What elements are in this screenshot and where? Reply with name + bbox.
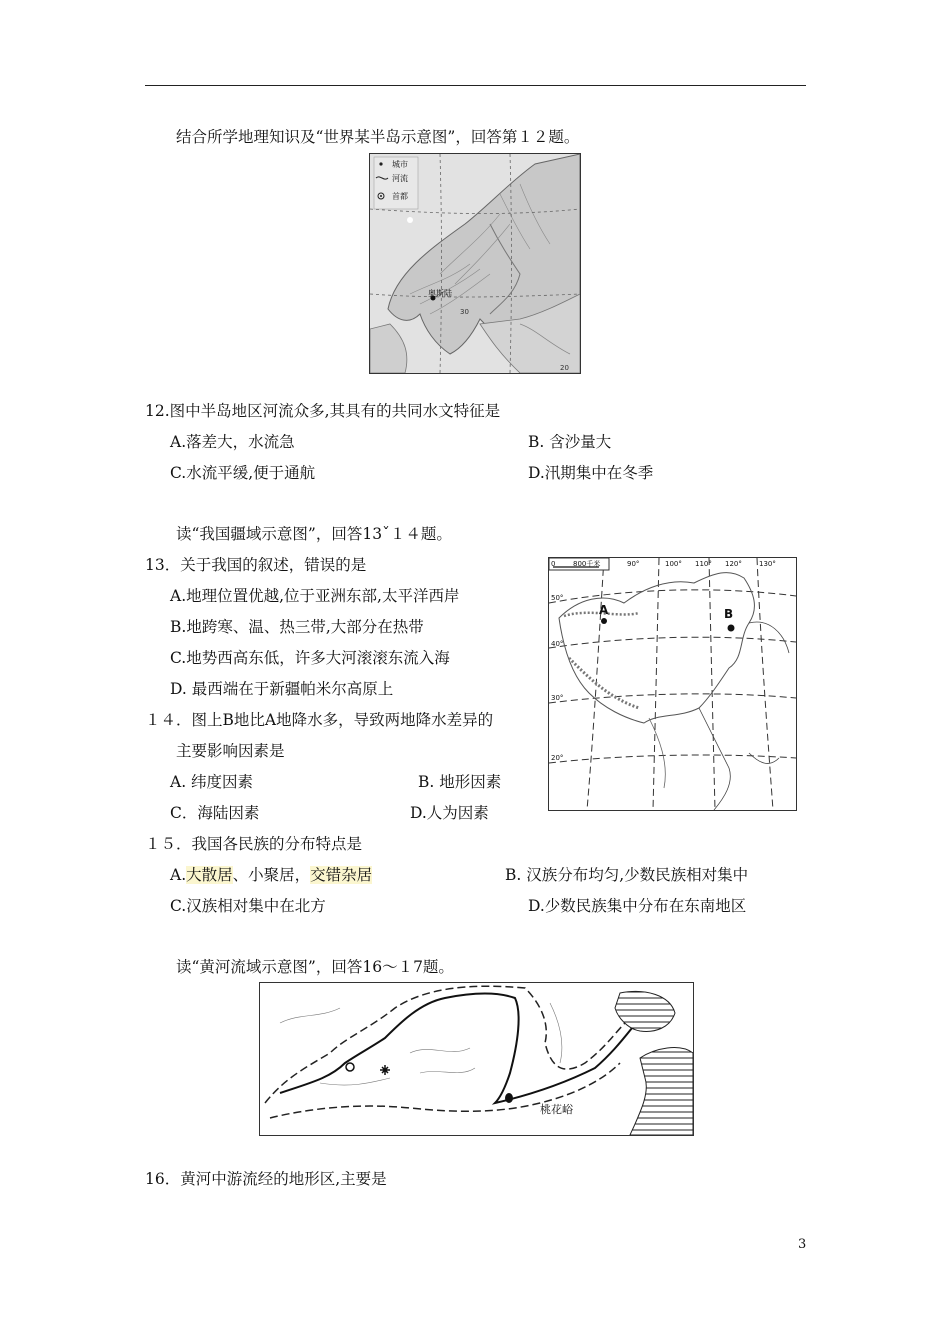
china-map-graphic — [549, 558, 796, 810]
legend-city-label: 城市 — [392, 160, 408, 169]
contour-label-30: 30 — [460, 308, 469, 316]
yellow-river-basin-map — [259, 982, 694, 1136]
china-territory-map — [548, 557, 797, 811]
header-rule — [145, 85, 806, 86]
city-marker-3 — [505, 1093, 513, 1103]
q15-option-b[interactable]: B. 汉族分布均匀,少数民族相对集中 — [505, 866, 749, 884]
lat-label-20: 20° — [551, 754, 564, 762]
oslo-label: 奥斯陆 — [428, 289, 452, 298]
q12-option-a[interactable]: A.落差大，水流急 — [170, 433, 295, 451]
lon-label-100: 100° — [665, 560, 682, 568]
point-b-label: B — [724, 607, 734, 621]
lon-label-90: 90° — [627, 560, 640, 568]
q12-option-c[interactable]: C.水流平缓,便于通航 — [170, 464, 316, 482]
q15-option-d[interactable]: D.少数民族集中分布在东南地区 — [528, 897, 747, 915]
q15-a-highlight-1: 大散居 — [186, 866, 233, 884]
contour-label-20: 20 — [560, 364, 569, 372]
q15-stem: １５．我国各民族的分布特点是 — [145, 835, 363, 853]
q14-option-b[interactable]: B. 地形因素 — [418, 773, 502, 791]
q15-option-a[interactable] — [170, 865, 372, 885]
intro-q16-17: 读“黄河流域示意图”，回答16～１7题。 — [176, 958, 454, 976]
lat-label-30: 30° — [551, 694, 564, 702]
q14-stem-line2: 主要影响因素是 — [176, 742, 285, 760]
q16-stem: 16．黄河中游流经的地形区,主要是 — [145, 1170, 387, 1188]
point-a-label: A — [599, 603, 609, 617]
q14-stem-line1: １４．图上B地比A地降水多，导致两地降水差异的 — [145, 711, 494, 729]
page-number: 3 — [798, 1237, 807, 1252]
scale-zero: 0 — [551, 560, 556, 568]
lon-label-130: 130° — [759, 560, 776, 568]
yellow-river-map-graphic — [260, 983, 693, 1135]
q13-option-d[interactable]: D. 最西端在于新疆帕米尔高原上 — [170, 680, 394, 698]
peninsula-map-graphic — [370, 154, 580, 373]
q12-option-d[interactable]: D.汛期集中在冬季 — [528, 464, 654, 482]
lon-label-110: 110° — [695, 560, 712, 568]
point-a-marker — [601, 618, 607, 624]
q15-a-highlight-2: 交错杂居 — [310, 866, 373, 884]
taohuayu-label: 桃花峪 — [540, 1103, 573, 1116]
lon-label-120: 120° — [725, 560, 742, 568]
peninsula-map — [369, 153, 581, 374]
q13-stem: 13．关于我国的叙述，错误的是 — [145, 556, 367, 574]
intro-q12: 结合所学地理知识及“世界某半岛示意图”，回答第１２题。 — [176, 128, 580, 146]
q15-a-middle: 、小聚居， — [232, 866, 311, 884]
q15-a-prefix: A. — [170, 866, 187, 884]
q14-option-d[interactable]: D.人为因素 — [410, 804, 489, 822]
point-b-marker — [728, 625, 735, 632]
legend-capital-label: 首都 — [392, 192, 408, 201]
intro-q13-14: 读“我国疆域示意图”，回答13ˇ１４题。 — [176, 525, 452, 543]
q14-option-c[interactable]: C．海陆因素 — [170, 804, 260, 822]
lat-label-50: 50° — [551, 594, 564, 602]
q14-option-a[interactable]: A. 纬度因素 — [170, 773, 254, 791]
q13-option-c[interactable]: C.地势西高东低，许多大河滚滚东流入海 — [170, 649, 450, 667]
legend-river-label: 河流 — [392, 174, 408, 183]
q15-option-c[interactable]: C.汉族相对集中在北方 — [170, 897, 326, 915]
q12-stem: 12.图中半岛地区河流众多,其具有的共同水文特征是 — [145, 402, 501, 420]
lat-label-40: 40° — [551, 640, 564, 648]
city-legend-icon — [379, 162, 382, 165]
q12-option-b[interactable]: B. 含沙量大 — [528, 433, 612, 451]
q13-option-a[interactable]: A.地理位置优越,位于亚洲东部,太平洋西岸 — [170, 587, 460, 605]
q13-option-b[interactable]: B.地跨寒、温、热三带,大部分在热带 — [170, 618, 424, 636]
scale-label: 800千米 — [573, 560, 601, 568]
